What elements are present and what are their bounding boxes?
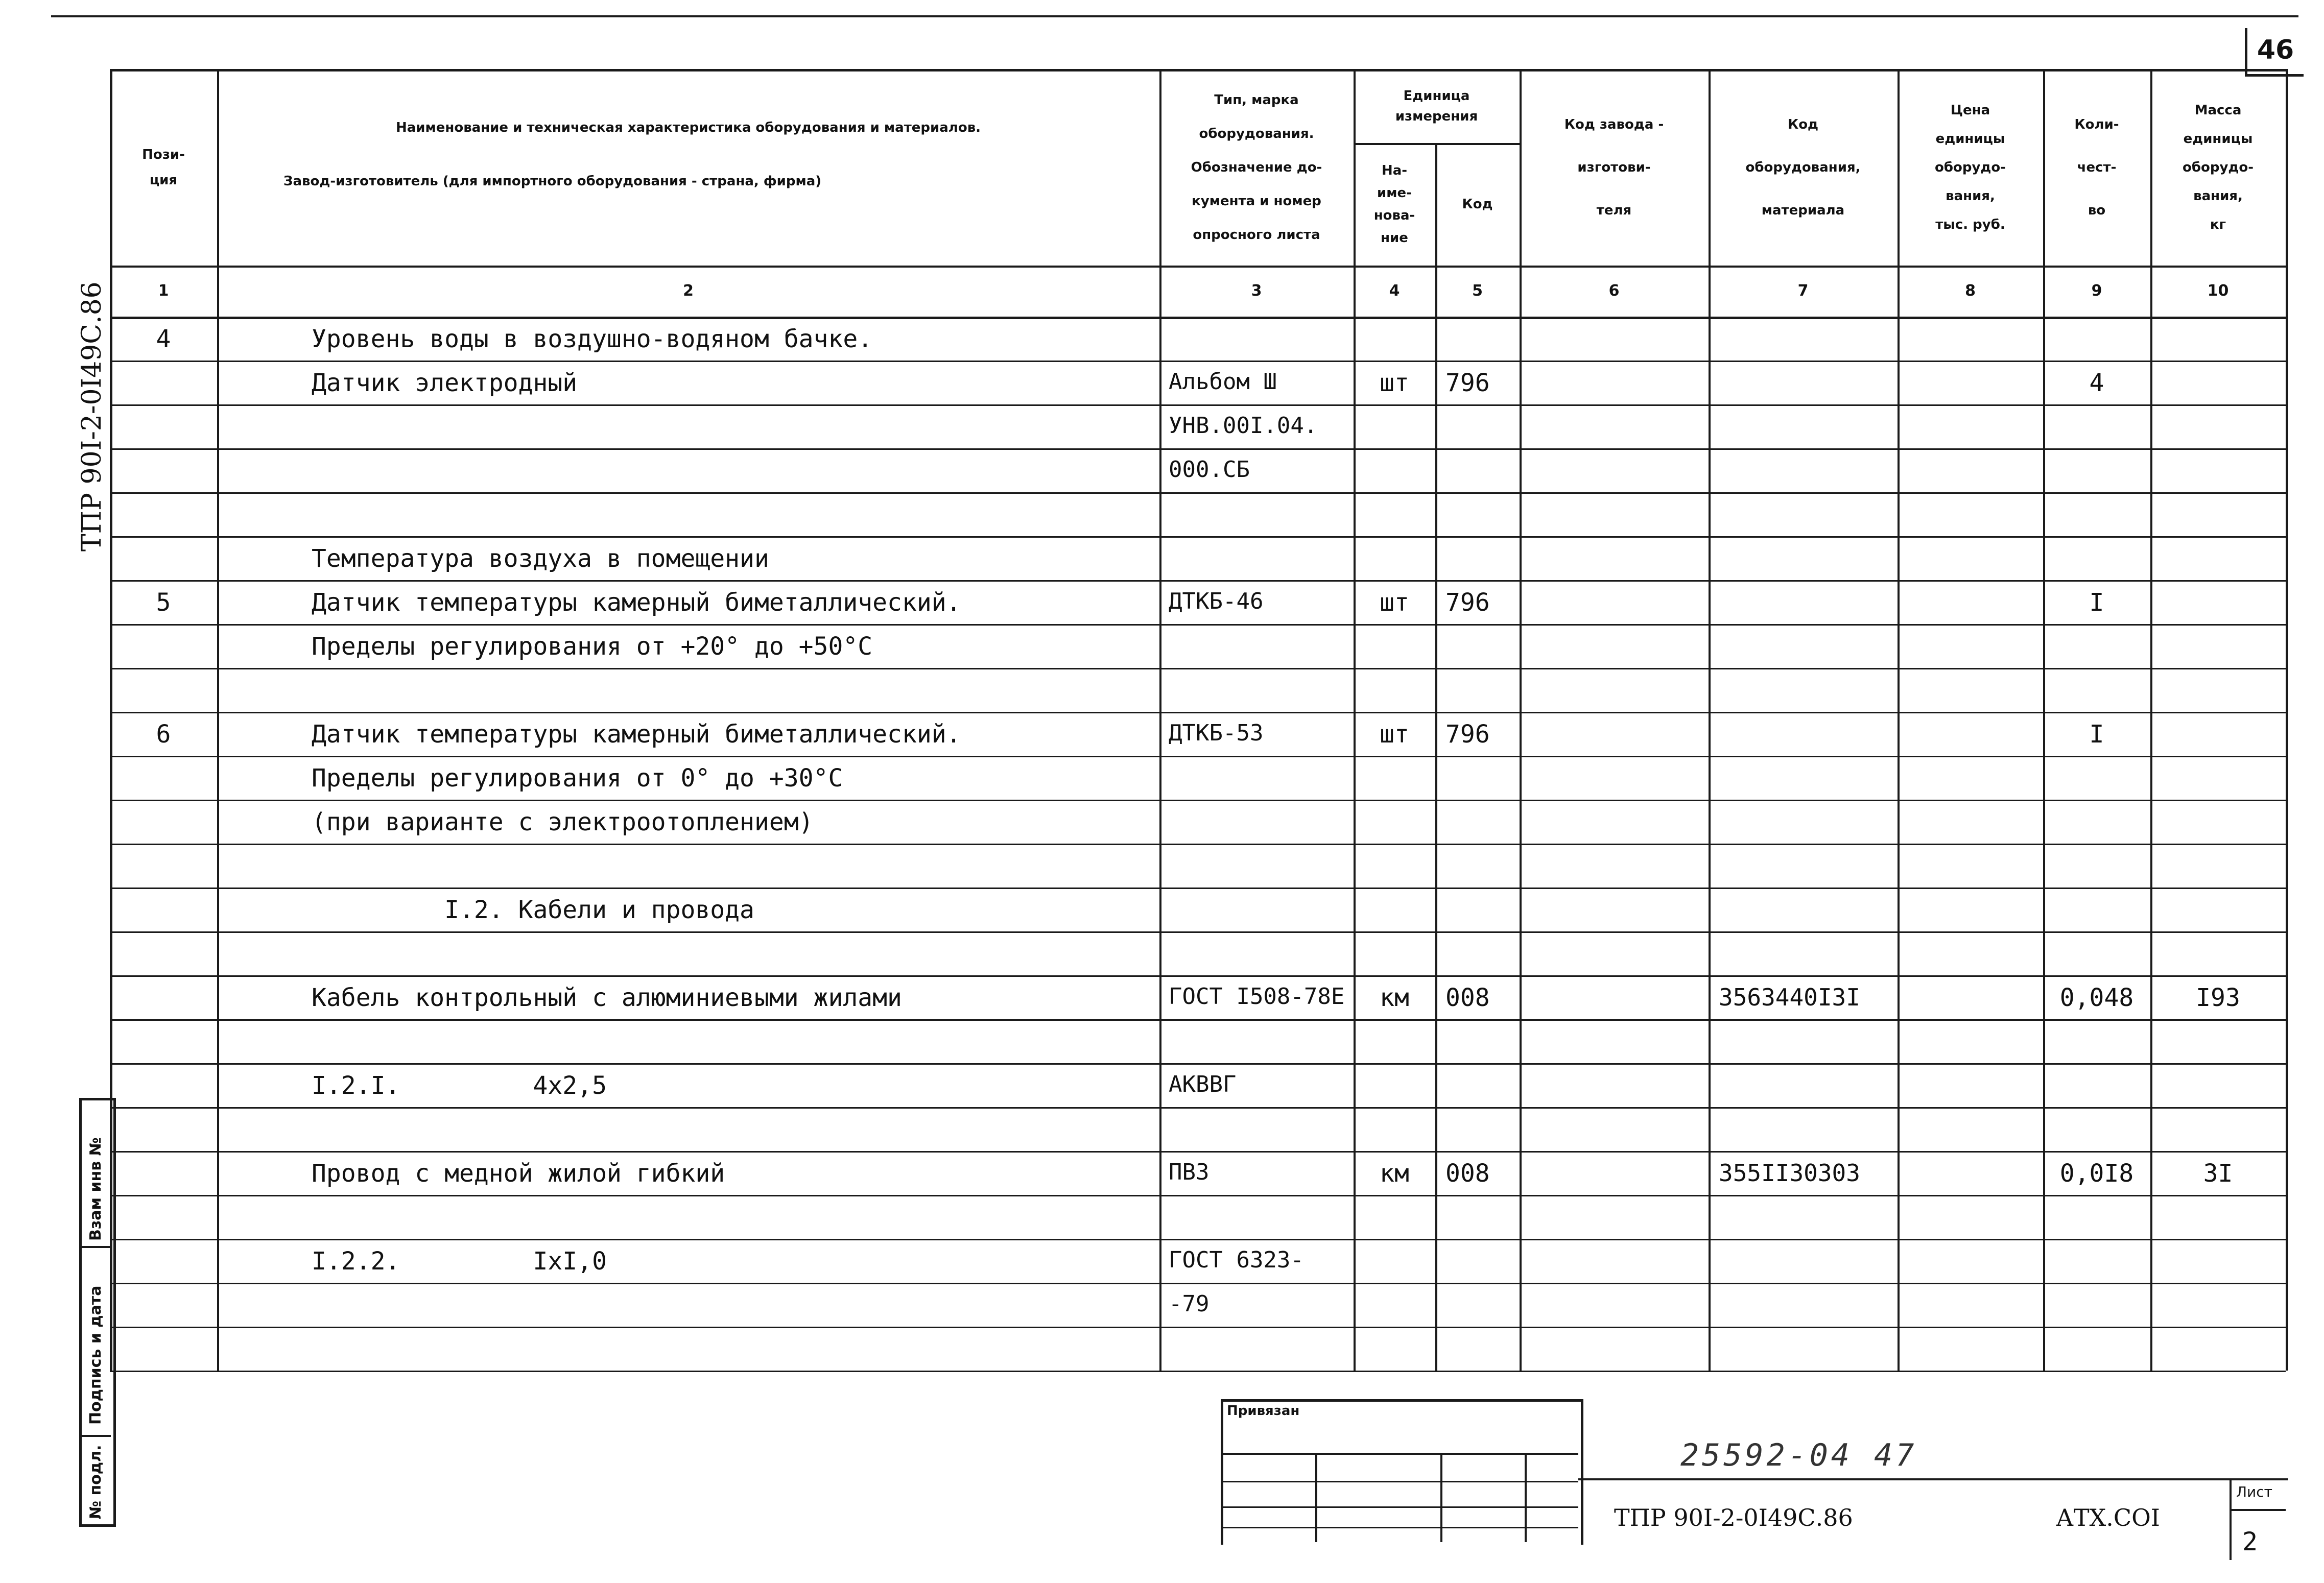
title-block-bottom-line bbox=[1578, 1478, 2288, 1480]
row-line bbox=[110, 361, 2286, 362]
row-line bbox=[110, 1327, 2286, 1328]
cell-equip-code: 355ІІ30303 bbox=[1719, 1159, 1860, 1187]
row-line bbox=[110, 1283, 2286, 1284]
column-separator bbox=[217, 69, 219, 1371]
cell-name: (при варианте с электроотоплением) bbox=[312, 808, 814, 836]
cell-unit-code: 008 bbox=[1445, 1159, 1490, 1188]
cell-name: Кабель контрольный с алюминиевыми жилами bbox=[312, 984, 902, 1012]
cell-unit: шт bbox=[1380, 720, 1409, 749]
cell-type: АКВВГ bbox=[1169, 1071, 1237, 1097]
cell-type: ДТКБ-53 bbox=[1169, 720, 1264, 746]
cell-unit: шт bbox=[1380, 369, 1409, 397]
header-mass: Масса единицы оборудо- вания, кг bbox=[2182, 102, 2254, 232]
cell-unit-code: 796 bbox=[1445, 369, 1490, 397]
row-line bbox=[110, 668, 2286, 669]
side-label-sign: Подпись и дата bbox=[87, 1285, 105, 1425]
numbers-bottom-border bbox=[110, 317, 2286, 319]
cell-quantity: 0,0І8 bbox=[2059, 1159, 2134, 1188]
header-position: Пози- ция bbox=[142, 147, 185, 188]
header-bottom-border bbox=[110, 266, 2286, 268]
row-line bbox=[110, 844, 2286, 845]
row-line bbox=[110, 712, 2286, 713]
cell-type: УНВ.00І.04. bbox=[1169, 413, 1318, 439]
cell-name: І.2.2. ІхІ,0 bbox=[312, 1247, 607, 1276]
row-line bbox=[110, 580, 2286, 582]
cell-position: 4 bbox=[156, 325, 171, 353]
cell-position: 5 bbox=[156, 588, 171, 617]
cell-mass: 3І bbox=[2203, 1159, 2233, 1188]
column-number: 7 bbox=[1797, 282, 1809, 300]
column-number: 4 bbox=[1389, 282, 1400, 300]
row-line bbox=[110, 975, 2286, 977]
side-label-inv: Взам инв № bbox=[87, 1137, 105, 1241]
header-type: Тип, марка оборудования. Обозначение до- кумента и номер опросного листа bbox=[1191, 92, 1322, 243]
header-name-line2: Завод-изготовитель (для импортного оборудования - страна, фирма) bbox=[283, 174, 822, 189]
cell-unit-code: 008 bbox=[1445, 984, 1490, 1012]
cell-mass: І93 bbox=[2196, 984, 2240, 1012]
row-line bbox=[110, 404, 2286, 406]
column-number: 9 bbox=[2091, 282, 2102, 300]
side-document-code: ТПР 90І-2-0І49С.86 bbox=[77, 281, 107, 551]
cell-type: Альбом Ш bbox=[1169, 369, 1277, 395]
row-line bbox=[110, 1107, 2286, 1109]
page-number: 46 bbox=[2257, 35, 2294, 65]
row-line bbox=[110, 931, 2286, 933]
title-mark: АТХ.СОІ bbox=[2056, 1504, 2160, 1531]
cell-type: ГОСТ І508-78Е bbox=[1169, 984, 1345, 1010]
title-block-frame bbox=[1221, 1399, 1583, 1545]
cell-unit-code: 796 bbox=[1445, 720, 1490, 749]
header-quantity: Коли- чест- во bbox=[2074, 116, 2119, 218]
cell-type: ПВЗ bbox=[1169, 1159, 1210, 1185]
row-line bbox=[110, 1195, 2286, 1196]
cell-name: І.2.І. 4х2,5 bbox=[312, 1071, 607, 1100]
cell-name: Пределы регулирования от 0° до +30°С bbox=[312, 764, 843, 793]
header-factory-code: Код завода - изготови- теля bbox=[1564, 116, 1664, 218]
cell-position: 6 bbox=[156, 720, 171, 749]
header-equip-code: Код оборудования, материала bbox=[1745, 116, 1861, 218]
column-number: 3 bbox=[1251, 282, 1262, 300]
cell-unit: шт bbox=[1380, 588, 1409, 617]
sheet-number: 2 bbox=[2242, 1527, 2258, 1556]
cell-type: 000.СБ bbox=[1169, 457, 1250, 483]
row-line bbox=[110, 492, 2286, 494]
header-unit-code: Код bbox=[1462, 197, 1493, 212]
cell-name: І.2. Кабели и провода bbox=[312, 896, 754, 924]
cell-type: ГОСТ 6323- bbox=[1169, 1247, 1304, 1273]
cell-name: Датчик температуры камерный биметаллический. bbox=[312, 588, 961, 617]
column-number: 10 bbox=[2207, 282, 2229, 300]
title-doc-code: ТПР 90І-2-0І49С.86 bbox=[1614, 1504, 1853, 1531]
row-line bbox=[110, 756, 2286, 757]
cell-name: Датчик температуры камерный биметаллический. bbox=[312, 720, 961, 749]
header-unit-name: На- име- нова- ние bbox=[1373, 163, 1415, 246]
row-line bbox=[110, 800, 2286, 801]
cell-equip-code: 3563440І3І bbox=[1719, 984, 1860, 1011]
header-name-line1: Наименование и техническая характеристика оборудования и материалов. bbox=[395, 120, 981, 135]
row-line bbox=[110, 888, 2286, 889]
cell-name: Пределы регулирования от +20° до +50°С bbox=[312, 632, 873, 661]
row-line bbox=[110, 448, 2286, 450]
privyazan-label: Привязан bbox=[1227, 1403, 1300, 1419]
row-line bbox=[110, 1371, 2286, 1372]
row-line bbox=[110, 536, 2286, 538]
row-line bbox=[110, 624, 2286, 626]
cell-type: ДТКБ-46 bbox=[1169, 588, 1264, 614]
row-line bbox=[110, 1063, 2286, 1065]
header-price: Цена единицы оборудо- вания, тыс. руб. bbox=[1934, 102, 2006, 232]
cell-unit: км bbox=[1380, 1159, 1409, 1188]
header-unit-group: Единица измерения bbox=[1395, 88, 1478, 124]
cell-name: Датчик электродный bbox=[312, 369, 578, 397]
cell-quantity: 0,048 bbox=[2059, 984, 2134, 1012]
sheet-label: Лист bbox=[2236, 1483, 2272, 1500]
column-number: 1 bbox=[158, 282, 169, 300]
cell-name: Уровень воды в воздушно-водяном бачке. bbox=[312, 325, 873, 353]
column-number: 5 bbox=[1472, 282, 1483, 300]
cell-name: Температура воздуха в помещении bbox=[312, 544, 769, 573]
cell-type: -79 bbox=[1169, 1291, 1210, 1317]
column-number: 8 bbox=[1965, 282, 1976, 300]
table-right-border bbox=[2286, 69, 2288, 1371]
side-label-podl: № подл. bbox=[87, 1445, 105, 1519]
cell-quantity: І bbox=[2089, 588, 2104, 617]
cell-quantity: І bbox=[2089, 720, 2104, 749]
row-line bbox=[110, 1151, 2286, 1153]
cell-unit-code: 796 bbox=[1445, 588, 1490, 617]
cell-unit: км bbox=[1380, 984, 1409, 1012]
handwritten-code: 25592-04 47 bbox=[1680, 1437, 1917, 1473]
cell-name: Провод с медной жилой гибкий bbox=[312, 1159, 725, 1188]
row-line bbox=[110, 1019, 2286, 1021]
row-line bbox=[110, 1239, 2286, 1240]
column-number: 2 bbox=[683, 282, 694, 300]
cell-quantity: 4 bbox=[2089, 369, 2104, 397]
column-number: 6 bbox=[1608, 282, 1620, 300]
